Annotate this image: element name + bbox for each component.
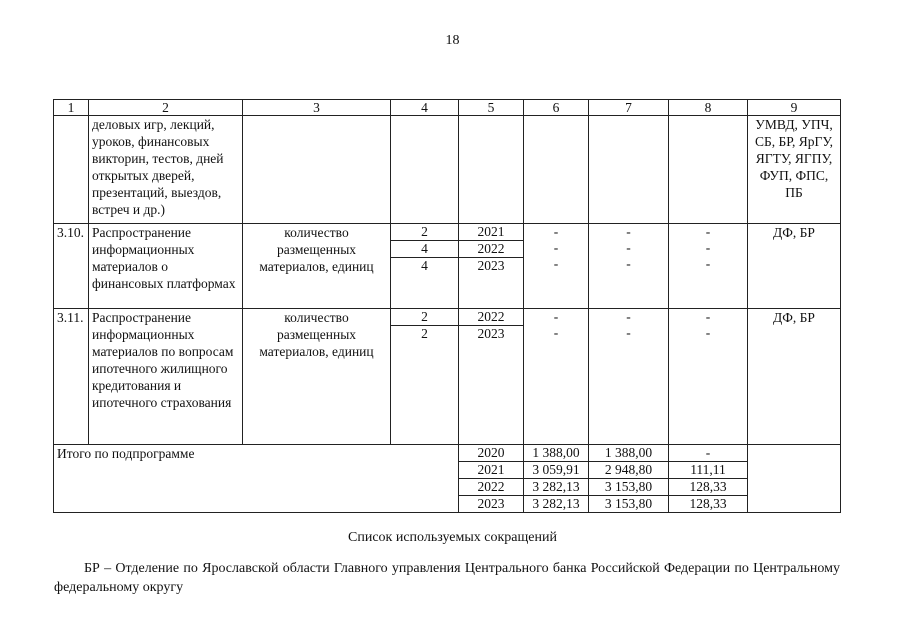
row-description: Распространение информационных материалов о финансовых платформах [89,224,243,309]
header-cell-1: 1 [54,100,89,116]
year-cell: 2023 [477,326,505,341]
row-indicator: количество размещенных материалов, единиц [243,224,391,309]
header-cell-9: 9 [748,100,841,116]
dash-cell: - [626,240,631,255]
header-cell-2: 2 [89,100,243,116]
year-cell: 2022 [459,479,523,496]
continuation-description: деловых игр, лекций, уроков, финансовых викторин, тестов, дней открытых дверей, презентаций, выездов, встреч и др.) [89,116,243,224]
dash-cell: - [553,224,559,239]
dash-cell: - [705,325,711,340]
dash-cell: - [553,240,559,255]
header-cell-6: 6 [524,100,589,116]
header-cell-4: 4 [391,100,459,116]
header-cell-7: 7 [589,100,669,116]
value-cell: 4 [391,241,458,258]
amount-cell: - [669,445,747,462]
dash-cell: - [626,256,631,271]
dash-cell: - [553,309,559,324]
amount-cell: 3 153,80 [604,496,653,511]
row-executors: ДФ, БР [748,224,841,309]
year-cell: 2023 [477,258,505,273]
dash-cell: - [705,256,711,271]
amount-cell: 3 282,13 [524,479,588,496]
row-executors: ДФ, БР [748,309,841,445]
year-cell: 2021 [459,462,523,479]
page-number: 18 [445,33,460,48]
continuation-executors: УМВД, УПЧ, СБ, БР, ЯрГУ, ЯГТУ, ЯГПУ, ФУП, ФПС, ПБ [748,116,841,224]
value-cell: 2 [391,309,458,326]
amount-cell: 3 153,80 [589,479,668,496]
row-indicator: количество размещенных материалов, единиц [243,309,391,445]
row-number: 3.10. [54,224,89,309]
dash-cell: - [705,224,711,239]
abbreviations-heading: Список используемых сокращений [348,530,557,545]
dash-cell: - [553,256,559,271]
total-label: Итого по подпрограмме [54,445,459,513]
dash-cell: - [626,309,631,324]
row-description: Распространение информационных материалов по вопросам ипотечного жилищного кредитования и ипотечного страхования [89,309,243,445]
header-row [54,100,841,116]
amount-cell: 1 388,00 [524,445,588,462]
amount-cell: 3 282,13 [532,496,580,511]
year-cell: 2021 [459,224,523,241]
amount-cell: 128,33 [669,479,747,496]
amount-cell: 1 388,00 [589,445,668,462]
table-row-total [54,445,841,513]
program-table [53,99,841,513]
amount-cell: 111,11 [669,462,747,479]
value-cell: 4 [421,258,428,273]
year-cell: 2020 [459,445,523,462]
amount-cell: 3 059,91 [524,462,588,479]
value-cell: 2 [421,326,428,341]
table-row-3-11 [54,309,841,445]
year-cell: 2022 [459,241,523,258]
dash-cell: - [705,309,711,324]
dash-cell: - [705,240,711,255]
dash-cell: - [626,224,631,239]
amount-cell: 2 948,80 [589,462,668,479]
table-row-3-10 [54,224,841,309]
header-cell-5: 5 [459,100,524,116]
dash-cell: - [553,325,559,340]
year-cell: 2023 [477,496,505,511]
row-number: 3.11. [54,309,89,445]
value-cell: 2 [391,224,458,241]
year-cell: 2022 [459,309,523,326]
header-cell-8: 8 [669,100,748,116]
abbreviation-item: БР – Отделение по Ярославской области Главного управления Центрального банка Российской Федерации по Центральному федеральному округу [54,561,840,595]
table-row-continuation [54,116,841,224]
dash-cell: - [626,325,631,340]
amount-cell: 128,33 [689,496,727,511]
header-cell-3: 3 [243,100,391,116]
